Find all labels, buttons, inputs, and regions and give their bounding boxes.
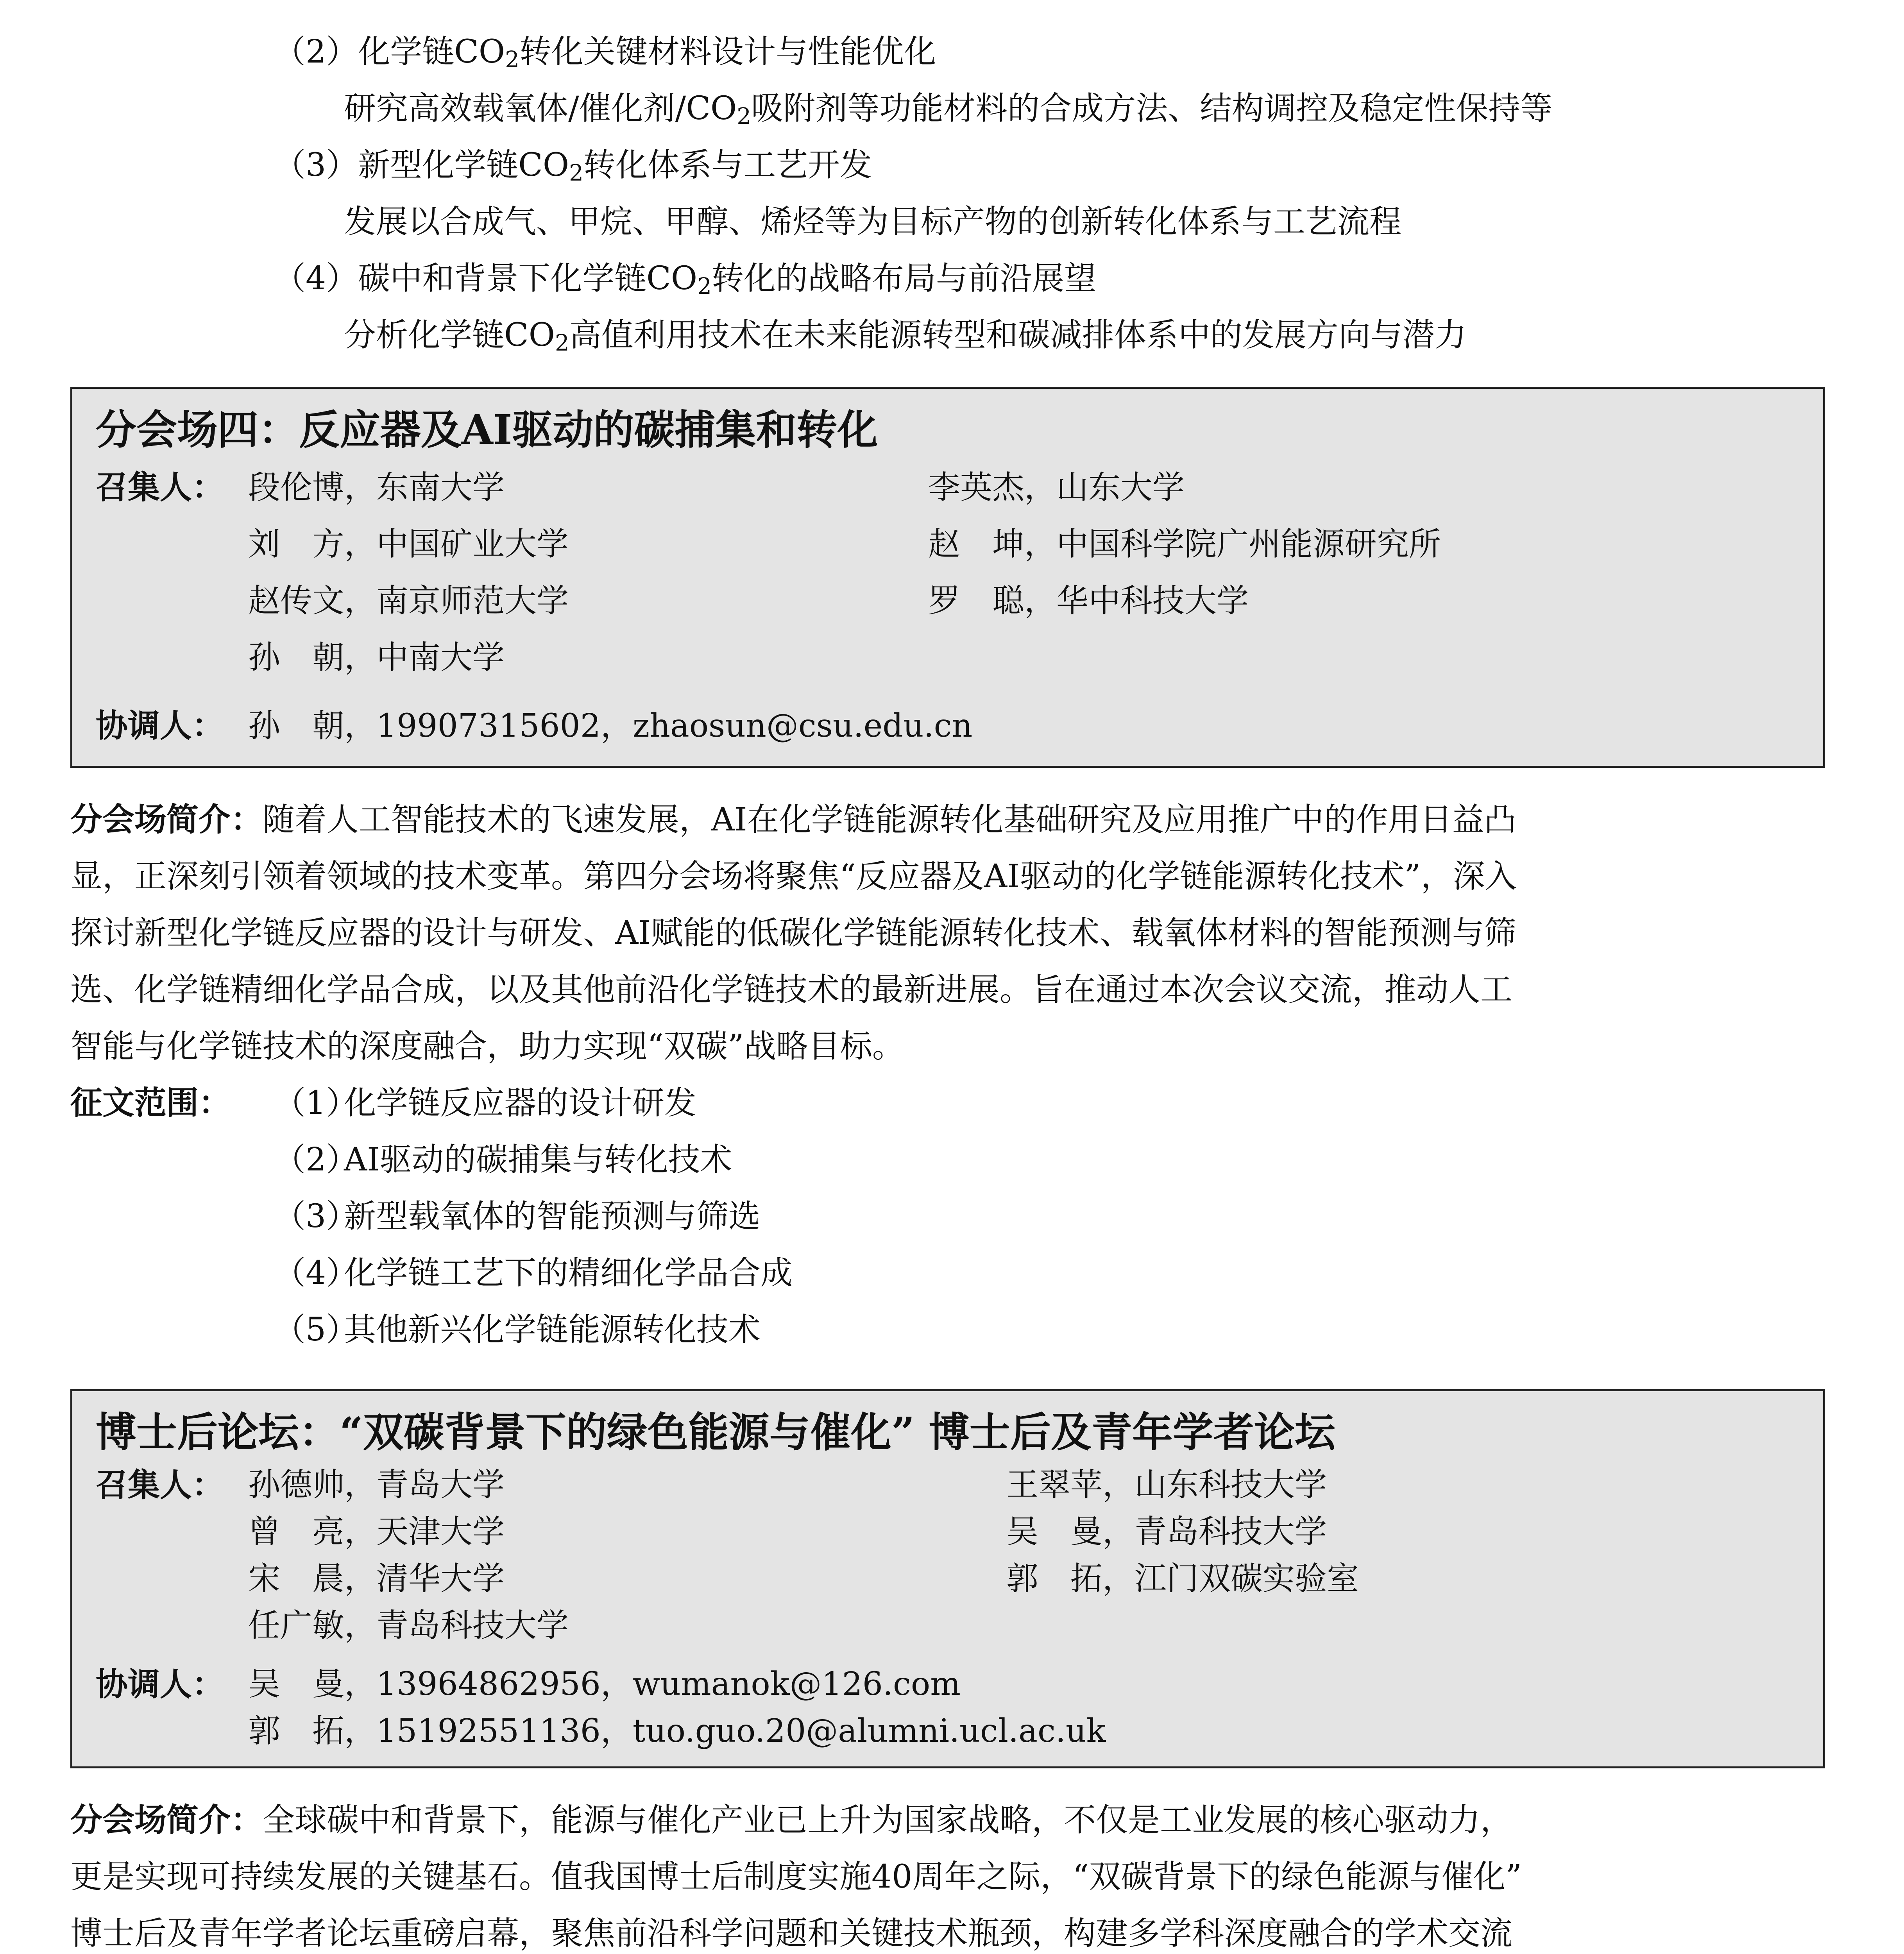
convener: 曾 亮，天津大学 [248,1513,505,1550]
intro-label: 分会场简介： [70,801,263,838]
convener: 孙 朝，中南大学 [248,639,505,676]
scope-item: 化学链反应器的设计研发 [344,1084,697,1122]
convener-label: 召集人： [96,1466,224,1504]
convener: 郭 拓，江门双碳实验室 [1006,1560,1359,1597]
convener: 罗 聪，华中科技大学 [928,582,1249,619]
document-page [70,23,1825,1954]
topic-desc-4: 分析化学链$CO_2$高值利用技术在未来能源转型和碳减排体系中的发展方向与潜力 [344,317,1467,356]
postdoc-title: 博士后论坛：“双碳背景下的绿色能源与催化” 博士后及青年学者论坛 [96,1408,1335,1456]
postdoc-intro: 分会场简介：全球碳中和背景下，能源与催化产业已上升为国家战略，不仅是工业发展的核心驱动力， 更是实现可持续发展的关键基石。值我国博士后制度实施40周年之际，“双碳背景下的绿色能源与催化” 博士后及青年学者论坛重磅启幕，聚焦前沿科学问题和关键技术瓶颈，构建多学科深度融合的学术交流 [70,1801,1522,1952]
session4-convener-row-1 [96,459,1800,516]
scope-item: 化学链工艺下的精细化学品合成 [344,1254,793,1292]
scope-item: 新型载氧体的智能预测与筛选 [344,1198,761,1235]
top-topic-list [70,23,1825,363]
session4-box [70,387,1825,768]
coordinator-label: 协调人： [96,707,224,744]
convener: 段伦博，东南大学 [248,469,505,506]
convener-label: 召集人： [96,469,224,506]
coordinator-label: 协调人： [96,1666,224,1703]
topic-item-3: （3）新型化学链$CO_2$转化体系与工艺开发 [274,147,872,186]
convener: 孙德帅，青岛大学 [248,1466,505,1503]
convener: 李英杰，山东大学 [928,469,1185,506]
scope-item: AI驱动的碳捕集与转化技术 [344,1141,732,1178]
session4-convener-row-2 [96,516,1800,573]
topic-desc-3: 发展以合成气、甲烷、甲醇、烯烃等为目标产物的创新转化体系与工艺流程 [344,203,1402,240]
intro-label: 分会场简介： [70,1801,263,1839]
coordinator-contact: 吴 曼，13964862956，wumanok@126.com [248,1666,961,1703]
session4-intro: 分会场简介：随着人工智能技术的飞速发展，AI在化学链能源转化基础研究及应用推广中的作用日益凸 显，正深刻引领着领域的技术变革。第四分会场将聚焦“反应器及AI驱动的化学链能源转化技术”，深入 探讨新型化学链反应器的设计与研发、AI赋能的低碳化学链能源转化技术、载氧体材料的智能预测与筛 选、化学链精细化学品合成，以及其他前沿化学链技术的最新进展。旨在通过本次会议交流，推动人工 智能与化学链技术的深度融合，助力实现“双碳”战略目标。 [70,801,1517,1065]
scope-label: 征文范围： [70,1084,231,1122]
session4-convener-row-3 [96,573,1800,629]
session4-title: 分会场四：反应器及AI驱动的碳捕集和转化 [96,406,878,454]
convener: 宋 晨，清华大学 [248,1560,505,1597]
convener: 赵传文，南京师范大学 [248,582,569,619]
topic-item-2: （2）化学链$CO_2$转化关键材料设计与性能优化 [274,33,936,73]
topic-desc-2: 研究高效载氧体/催化剂$/CO_2$吸附剂等功能材料的合成方法、结构调控及稳定性保持等 [344,90,1553,129]
session4-scope: 征文范围： （1） 化学链反应器的设计研发 （2） AI驱动的碳捕集与转化技术 （3） 新型载氧体的智能预测与筛选 （4） 化学链工艺下的精细化学品合成 （5） 其他新兴化学链能源转化技术 [70,1075,1825,1358]
convener: 吴 曼，青岛科技大学 [1006,1513,1327,1550]
postdoc-box [70,1389,1825,1768]
topic-item-4: （4）碳中和背景下化学链$CO_2$转化的战略布局与前沿展望 [274,260,1097,299]
convener: 王翠苹，山东科技大学 [1006,1466,1327,1503]
convener: 任广敏，青岛科技大学 [248,1607,569,1644]
session4-convener-row-4 [96,629,1800,686]
coordinator-contact: 郭 拓，15192551136，tuo.guo.20@alumni.ucl.ac.uk [248,1712,1106,1750]
convener: 刘 方，中国矿业大学 [248,526,569,563]
session4-coordinator-row [96,698,1800,754]
coordinator-contact: 孙 朝，19907315602，zhaosun@csu.edu.cn [248,707,973,744]
convener: 赵 坤，中国科学院广州能源研究所 [928,526,1441,563]
scope-item: 其他新兴化学链能源转化技术 [344,1311,761,1348]
